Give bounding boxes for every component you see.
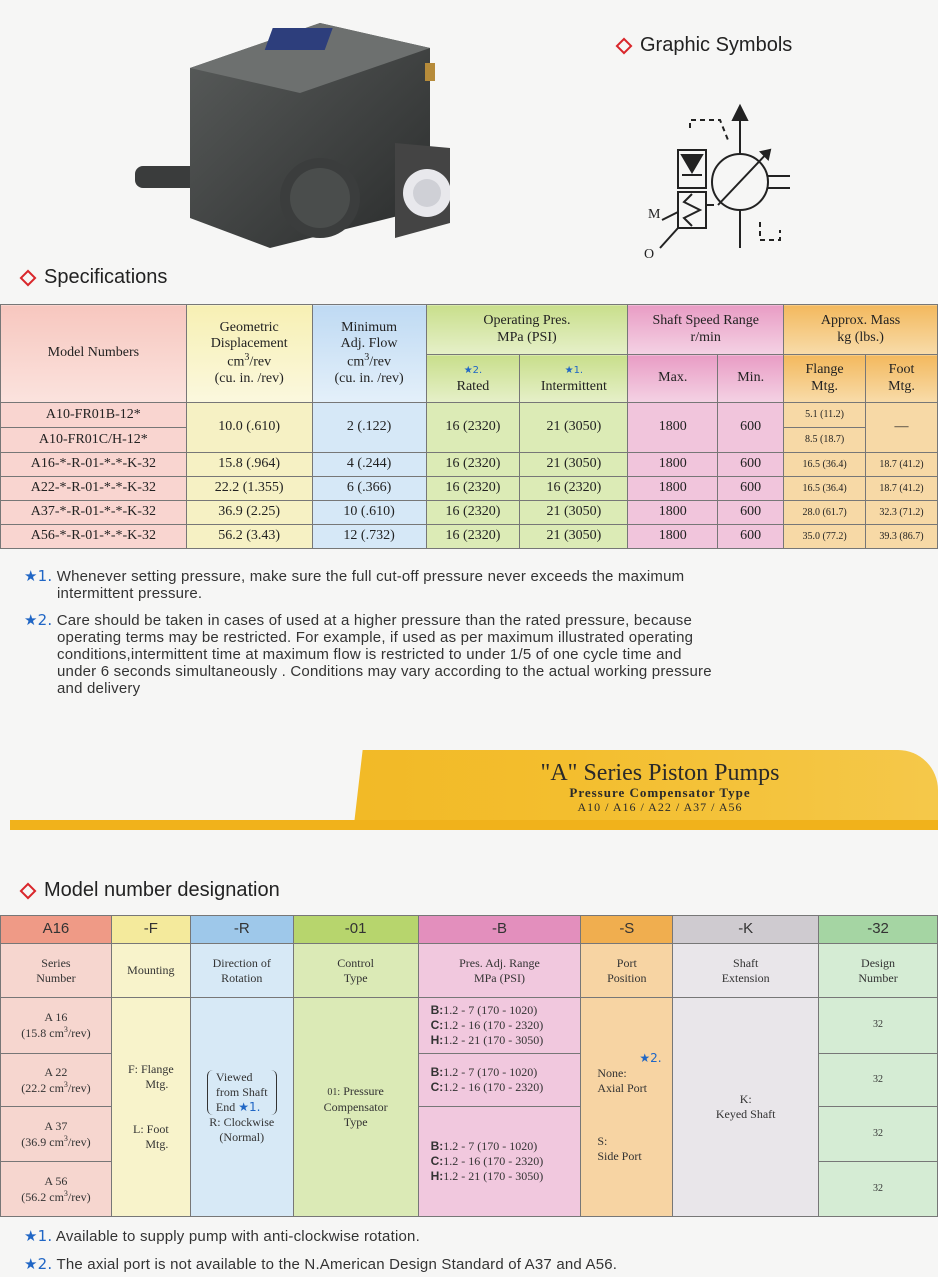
model-cell: A16-*-R-01-*-*-K-32 xyxy=(1,453,187,477)
code-rotation: -R xyxy=(190,916,293,944)
series-a16: A 16 (15.8 $cm^3/rev$) xyxy=(1,998,112,1054)
table-row xyxy=(1,453,938,477)
header-foot-mtg: Foot Mtg. xyxy=(866,355,938,403)
label-control: Control Type xyxy=(293,944,418,998)
flange-cell: 35.0 (77.2) xyxy=(784,525,866,549)
label-mounting: Mounting xyxy=(111,944,190,998)
series-a37: A 37 (36.9 $cm^3/rev$) xyxy=(1,1107,112,1162)
design-number: 32 xyxy=(819,1162,938,1217)
intermittent-cell: 21 (3050) xyxy=(520,403,628,453)
rated-cell: 16 (2320) xyxy=(426,477,520,501)
code-series: A16 xyxy=(1,916,112,944)
symbol-label-o: O xyxy=(644,247,655,262)
max-speed-cell: 1800 xyxy=(628,525,718,549)
flange-cell: 28.0 (61.7) xyxy=(784,501,866,525)
intermittent-cell: 16 (2320) xyxy=(520,477,628,501)
label-rotation: Direction of Rotation xyxy=(190,944,293,998)
flange-cell: 16.5 (36.4) xyxy=(784,453,866,477)
star-icon: ★1. xyxy=(564,365,584,377)
code-mounting: -F xyxy=(111,916,190,944)
max-speed-cell: 1800 xyxy=(628,501,718,525)
foot-cell: 32.3 (71.2) xyxy=(866,501,938,525)
min-speed-cell: 600 xyxy=(718,453,784,477)
table-row xyxy=(1,525,938,549)
foot-cell: 18.7 (41.2) xyxy=(866,453,938,477)
design-number: 32 xyxy=(819,1107,938,1162)
min-flow-cell: 6 (.366) xyxy=(312,477,426,501)
hydraulic-symbol-diagram xyxy=(630,100,800,265)
graphic-symbols-title: Graphic Symbols xyxy=(640,34,793,56)
graphic-symbols-heading xyxy=(618,34,792,57)
label-series: Series Number xyxy=(1,944,112,998)
banner-strip xyxy=(10,820,938,830)
max-speed-cell: 1800 xyxy=(628,403,718,453)
design-number: 32 xyxy=(819,998,938,1054)
label-port: Port Position xyxy=(581,944,673,998)
header-model-numbers: Model Numbers xyxy=(1,305,187,403)
pressure-range-a37-a56: B:1.2 - 7 (170 - 1020) C:1.2 - 16 (170 - 2320) H:1.2 - 21 (170 - 3050) xyxy=(418,1107,581,1217)
header-rated: ★2. Rated xyxy=(426,355,520,403)
code-control: -01 xyxy=(293,916,418,944)
star-icon: ★2. xyxy=(24,1255,53,1273)
min-speed-cell: 600 xyxy=(718,525,784,549)
header-max: Max. xyxy=(628,355,718,403)
header-shaft-speed-range: Shaft Speed Range r/min xyxy=(628,305,784,355)
rated-cell: 16 (2320) xyxy=(426,525,520,549)
table-row xyxy=(1,501,938,525)
control-options: 01: Pressure Compensator Type xyxy=(293,998,418,1217)
pump-photo xyxy=(130,8,450,253)
min-speed-cell: 600 xyxy=(718,501,784,525)
model-cell: A10-FR01B-12* xyxy=(1,403,187,428)
min-flow-cell: 12 (.732) xyxy=(312,525,426,549)
banner-text xyxy=(420,760,900,815)
flange-cell: 8.5 (18.7) xyxy=(784,428,866,453)
table-row xyxy=(1,477,938,501)
header-geometric-displacement: Geometric Displacement $cm^3$/rev (cu. in. /rev) xyxy=(186,305,312,403)
diamond-bullet-icon xyxy=(20,269,37,286)
symbol-label-m: M xyxy=(648,207,661,222)
designation-table xyxy=(0,915,938,1217)
rated-cell: 16 (2320) xyxy=(426,501,520,525)
rotation-options: Viewed from Shaft End ★1. R: Clockwise (Normal) xyxy=(190,998,293,1217)
min-speed-cell: 600 xyxy=(718,477,784,501)
label-design: Design Number xyxy=(819,944,938,998)
star-icon: ★1. xyxy=(238,1099,261,1114)
rated-cell: 16 (2320) xyxy=(426,403,520,453)
intermittent-cell: 21 (3050) xyxy=(520,525,628,549)
design-number: 32 xyxy=(819,1054,938,1107)
header-intermittent: ★1. Intermittent xyxy=(520,355,628,403)
intermittent-cell: 21 (3050) xyxy=(520,453,628,477)
label-pressure: Pres. Adj. Range MPa (PSI) xyxy=(418,944,581,998)
header-minimum-adj-flow: Minimum Adj. Flow $cm^3$/rev (cu. in. /rev) xyxy=(312,305,426,403)
model-cell: A37-*-R-01-*-*-K-32 xyxy=(1,501,187,525)
flange-cell: 16.5 (36.4) xyxy=(784,477,866,501)
foot-cell: 39.3 (86.7) xyxy=(866,525,938,549)
min-flow-cell: 2 (.122) xyxy=(312,403,426,453)
model-designation-title: Model number designation xyxy=(44,879,280,901)
header-approx-mass: Approx. Mass kg (lbs.) xyxy=(784,305,938,355)
model-designation-heading xyxy=(22,879,280,902)
code-pressure: -B xyxy=(418,916,581,944)
star-icon: ★2. xyxy=(639,1050,662,1065)
specifications-title: Specifications xyxy=(44,266,168,288)
banner-title: "A" Series Piston Pumps xyxy=(540,760,780,786)
diamond-bullet-icon xyxy=(616,37,633,54)
banner-models: A10 / A16 / A22 / A37 / A56 xyxy=(577,800,743,814)
model-cell: A10-FR01C/H-12* xyxy=(1,428,187,453)
max-speed-cell: 1800 xyxy=(628,453,718,477)
shaft-options: K: Keyed Shaft xyxy=(673,998,819,1217)
foot-cell: 18.7 (41.2) xyxy=(866,477,938,501)
diamond-bullet-icon xyxy=(20,882,37,899)
footnote-2: ★2. The axial port is not available to the N.American Design Standard of A37 and A56. xyxy=(24,1255,618,1273)
model-cell: A22-*-R-01-*-*-K-32 xyxy=(1,477,187,501)
banner-subtitle: Pressure Compensator Type xyxy=(569,785,751,800)
rated-cell: 16 (2320) xyxy=(426,453,520,477)
series-a22: A 22 (22.2 $cm^3/rev$) xyxy=(1,1054,112,1107)
pressure-range-a22: B:1.2 - 7 (170 - 1020) C:1.2 - 16 (170 - 2320) xyxy=(418,1054,581,1107)
mounting-options: F: Flange Mtg. L: Foot Mtg. xyxy=(111,998,190,1217)
header-flange-mtg: Flange Mtg. xyxy=(784,355,866,403)
intermittent-cell: 21 (3050) xyxy=(520,501,628,525)
series-a56: A 56 (56.2 $cm^3/rev$) xyxy=(1,1162,112,1217)
model-cell: A56-*-R-01-*-*-K-32 xyxy=(1,525,187,549)
geo-cell: 36.9 (2.25) xyxy=(186,501,312,525)
geo-cell: 22.2 (1.355) xyxy=(186,477,312,501)
geo-cell: 15.8 (.964) xyxy=(186,453,312,477)
code-port: -S xyxy=(581,916,673,944)
star-icon: ★1. xyxy=(24,567,53,585)
code-shaft: -K xyxy=(673,916,819,944)
table-row xyxy=(1,403,938,428)
star-icon: ★2. xyxy=(24,611,53,629)
max-speed-cell: 1800 xyxy=(628,477,718,501)
footnote-1: ★1. Available to supply pump with anti-clockwise rotation. xyxy=(24,1227,420,1245)
min-flow-cell: 4 (.244) xyxy=(312,453,426,477)
min-speed-cell: 600 xyxy=(718,403,784,453)
star-icon: ★1. xyxy=(24,1227,53,1245)
flange-cell: 5.1 (11.2) xyxy=(784,403,866,428)
geo-cell: 56.2 (3.43) xyxy=(186,525,312,549)
note-1: ★1. Whenever setting pressure, make sure the full cut-off pressure never exceeds the maximum intermittent pressure. xyxy=(24,567,685,602)
label-shaft: Shaft Extension xyxy=(673,944,819,998)
header-operating-pressure: Operating Pres. MPa (PSI) xyxy=(426,305,628,355)
pressure-range-a16: B:1.2 - 7 (170 - 1020) C:1.2 - 16 (170 - 2320) H:1.2 - 21 (170 - 3050) xyxy=(418,998,581,1054)
min-flow-cell: 10 (.610) xyxy=(312,501,426,525)
specifications-heading xyxy=(22,266,167,289)
port-options: ★2. None: Axial Port S: Side Port xyxy=(581,998,673,1217)
header-min: Min. xyxy=(718,355,784,403)
note-2: ★2. Care should be taken in cases of used at a higher pressure than the rated pressure, because operating terms may be restricted. For example, if used as per maximum illustrated operating conditions,intermittent time at maximum flow is restricted to under 1/5 of one cycle time and under 6 seconds simultaneously . Conditions may vary according to the actual working pressure and delivery xyxy=(24,611,712,697)
code-design: -32 xyxy=(819,916,938,944)
specifications-table xyxy=(0,304,938,549)
foot-cell: — xyxy=(866,403,938,453)
star-icon: ★2. xyxy=(463,365,483,377)
geo-cell: 10.0 (.610) xyxy=(186,403,312,453)
